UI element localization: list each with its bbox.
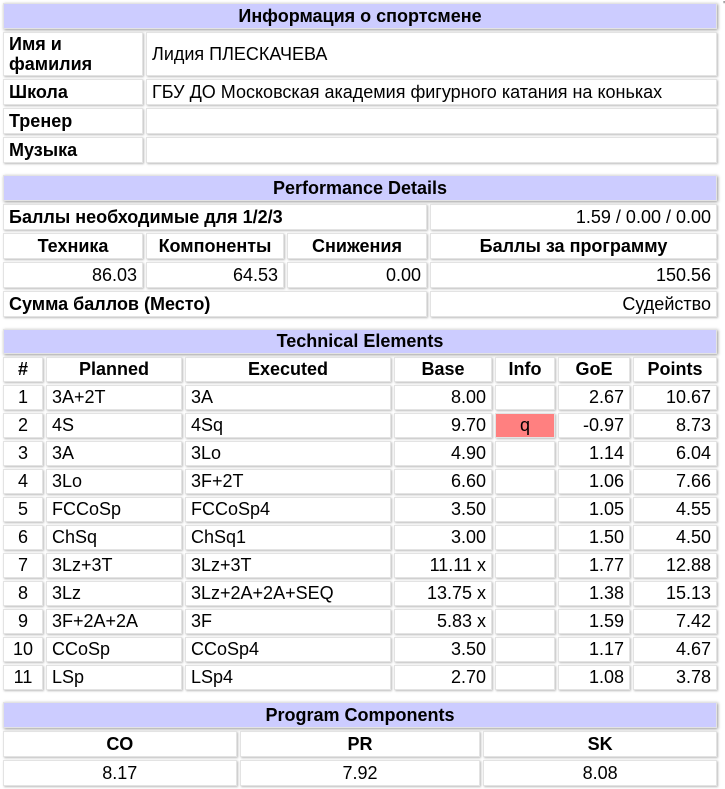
- col-header-executed: Executed: [185, 357, 391, 382]
- element-executed: 3Lz+3T: [185, 553, 391, 578]
- element-points: 7.42: [633, 609, 717, 634]
- table-row: [3, 497, 717, 522]
- element-executed: 3Lo: [185, 441, 391, 466]
- element-planned: 3F+2A+2A: [46, 609, 182, 634]
- col-header-number: #: [3, 357, 43, 382]
- element-base: 13.75 x: [394, 581, 492, 606]
- element-planned: FCCoSp: [46, 497, 182, 522]
- element-executed: 4Sq: [185, 413, 391, 438]
- element-goe: 1.17: [558, 637, 630, 662]
- element-base: 5.83 x: [394, 609, 492, 634]
- name-value: Лидия ПЛЕСКАЧЕВА: [146, 32, 717, 76]
- name-label: Имя и фамилия: [3, 32, 143, 76]
- element-goe: 1.14: [558, 441, 630, 466]
- element-planned: 4S: [46, 413, 182, 438]
- component-value-sk: 8.08: [483, 760, 717, 786]
- element-goe: 1.38: [558, 581, 630, 606]
- technical-elements-title: Technical Elements: [3, 329, 717, 354]
- element-goe: 1.06: [558, 469, 630, 494]
- element-executed: 3A: [185, 385, 391, 410]
- element-executed: LSp4: [185, 665, 391, 690]
- element-planned: 3Lo: [46, 469, 182, 494]
- table-row: [3, 581, 717, 606]
- corner-mark: ': [723, 0, 725, 11]
- component-header-co: CO: [3, 731, 237, 757]
- element-planned: 3A+2T: [46, 385, 182, 410]
- program-components-table: [0, 699, 720, 789]
- element-points: 12.88: [633, 553, 717, 578]
- col-header-info: Info: [495, 357, 555, 382]
- program-components-title: Program Components: [3, 702, 717, 728]
- athlete-info-title: Информация о спортсмене: [3, 3, 717, 29]
- element-points: 4.50: [633, 525, 717, 550]
- element-base: 8.00: [394, 385, 492, 410]
- element-planned: CCoSp: [46, 637, 182, 662]
- element-points: 8.73: [633, 413, 717, 438]
- element-points: 10.67: [633, 385, 717, 410]
- element-points: 7.66: [633, 469, 717, 494]
- table-row: [3, 469, 717, 494]
- element-base: 2.70: [394, 665, 492, 690]
- element-points: 6.04: [633, 441, 717, 466]
- element-points: 3.78: [633, 665, 717, 690]
- element-number: 4: [3, 469, 43, 494]
- technique-label: Техника: [3, 233, 143, 259]
- table-row: [3, 413, 717, 438]
- element-executed: 3Lz+2A+2A+SEQ: [185, 581, 391, 606]
- element-goe: 1.05: [558, 497, 630, 522]
- element-info: [495, 441, 555, 466]
- element-planned: 3A: [46, 441, 182, 466]
- program-total-label: Баллы за программу: [430, 233, 717, 259]
- table-row: [3, 525, 717, 550]
- athlete-info-table: [0, 0, 720, 166]
- element-points: 15.13: [633, 581, 717, 606]
- element-info: [495, 385, 555, 410]
- deductions-label: Снижения: [287, 233, 427, 259]
- col-header-points: Points: [633, 357, 717, 382]
- element-info: [495, 553, 555, 578]
- table-row: [3, 665, 717, 690]
- element-number: 9: [3, 609, 43, 634]
- technique-value: 86.03: [3, 262, 143, 288]
- element-info: [495, 637, 555, 662]
- judging-link[interactable]: Судейство: [430, 291, 717, 317]
- element-number: 2: [3, 413, 43, 438]
- element-info: [495, 525, 555, 550]
- element-goe: 1.59: [558, 609, 630, 634]
- component-value-pr: 7.92: [240, 760, 481, 786]
- element-base: 9.70: [394, 413, 492, 438]
- element-planned: 3Lz+3T: [46, 553, 182, 578]
- element-executed: FCCoSp4: [185, 497, 391, 522]
- element-executed: 3F: [185, 609, 391, 634]
- technical-elements-table: [0, 326, 720, 693]
- element-number: 6: [3, 525, 43, 550]
- coach-value: [146, 108, 717, 134]
- element-info: [495, 609, 555, 634]
- component-value-co: 8.17: [3, 760, 237, 786]
- element-planned: LSp: [46, 665, 182, 690]
- points-needed-value: 1.59 / 0.00 / 0.00: [430, 204, 717, 230]
- performance-details-title: Performance Details: [3, 175, 717, 201]
- element-executed: ChSq1: [185, 525, 391, 550]
- col-header-goe: GoE: [558, 357, 630, 382]
- element-base: 4.90: [394, 441, 492, 466]
- music-label: Музыка: [3, 137, 143, 163]
- element-base: 6.60: [394, 469, 492, 494]
- element-planned: ChSq: [46, 525, 182, 550]
- element-executed: 3F+2T: [185, 469, 391, 494]
- score-sum-label: Сумма баллов (Место): [3, 291, 427, 317]
- table-row: [3, 553, 717, 578]
- element-goe: -0.97: [558, 413, 630, 438]
- table-row: [3, 441, 717, 466]
- element-base: 11.11 x: [394, 553, 492, 578]
- element-goe: 1.08: [558, 665, 630, 690]
- element-info: q: [495, 413, 555, 438]
- element-number: 1: [3, 385, 43, 410]
- music-value: [146, 137, 717, 163]
- element-points: 4.55: [633, 497, 717, 522]
- component-header-sk: SK: [483, 731, 717, 757]
- school-label: Школа: [3, 79, 143, 105]
- element-base: 3.50: [394, 637, 492, 662]
- performance-details-table: [0, 172, 720, 320]
- element-goe: 2.67: [558, 385, 630, 410]
- col-header-planned: Planned: [46, 357, 182, 382]
- coach-label: Тренер: [3, 108, 143, 134]
- technical-elements-body: [3, 385, 717, 690]
- element-info: [495, 497, 555, 522]
- program-total-value: 150.56: [430, 262, 717, 288]
- element-info: [495, 665, 555, 690]
- components-label: Компоненты: [146, 233, 284, 259]
- element-executed: CCoSp4: [185, 637, 391, 662]
- element-planned: 3Lz: [46, 581, 182, 606]
- element-number: 3: [3, 441, 43, 466]
- element-points: 4.67: [633, 637, 717, 662]
- points-needed-label: Баллы необходимые для 1/2/3: [3, 204, 427, 230]
- table-row: [3, 385, 717, 410]
- col-header-base: Base: [394, 357, 492, 382]
- element-number: 11: [3, 665, 43, 690]
- element-goe: 1.77: [558, 553, 630, 578]
- element-number: 10: [3, 637, 43, 662]
- table-row: [3, 609, 717, 634]
- element-goe: 1.50: [558, 525, 630, 550]
- element-base: 3.50: [394, 497, 492, 522]
- element-number: 5: [3, 497, 43, 522]
- element-base: 3.00: [394, 525, 492, 550]
- element-number: 8: [3, 581, 43, 606]
- components-value: 64.53: [146, 262, 284, 288]
- deductions-value: 0.00: [287, 262, 427, 288]
- element-number: 7: [3, 553, 43, 578]
- component-header-pr: PR: [240, 731, 481, 757]
- element-info: [495, 581, 555, 606]
- school-value: ГБУ ДО Московская академия фигурного катания на коньках: [146, 79, 717, 105]
- element-info: [495, 469, 555, 494]
- table-row: [3, 637, 717, 662]
